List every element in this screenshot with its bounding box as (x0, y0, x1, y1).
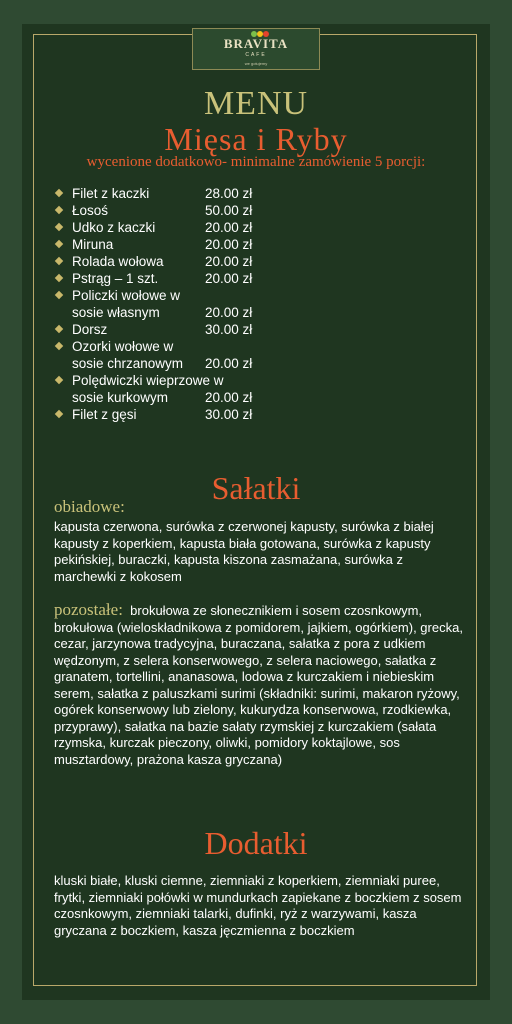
list-item: Filet z gęsi 30.00 zł (54, 406, 294, 423)
salads-obiadowe-label: obiadowe: (54, 497, 125, 516)
logo-sub: CAFE (245, 52, 267, 58)
diamond-bullet-icon (55, 410, 63, 418)
extras-section-title: Dodatki (204, 825, 308, 861)
diamond-bullet-icon (55, 189, 63, 197)
logo-tagline: we gotujemy (244, 61, 268, 66)
diamond-bullet-icon (55, 257, 63, 265)
meat-section-title: Mięsa i Ryby (164, 121, 348, 157)
meat-section-subtitle: wycenione dodatkowo- minimalne zamówienie 5 porcji: (86, 154, 426, 170)
salads-pozostale-label: pozostałe: (54, 600, 123, 619)
list-item: Ozorki wołowe w sosie chrzanowym 20.00 zł (54, 338, 294, 372)
salads-obiadowe-text: kapusta czerwona, surówka z czerwonej kapusty, surówka z białej kapusty z koperkiem, kapusta biała gotowana, surówka z kapusty pekińskiej, buraczki, kapusta kiszona zasmażana, surówka z marchewki z kokosem (54, 519, 434, 584)
list-item: Dorsz 30.00 zł (54, 321, 294, 338)
logo-name: BRAVITA (223, 36, 289, 51)
diamond-bullet-icon (55, 342, 63, 350)
salads-section-title: Sałatki (211, 470, 301, 506)
list-item: Rolada wołowa 20.00 zł (54, 253, 294, 270)
diamond-bullet-icon (55, 223, 63, 231)
diamond-bullet-icon (55, 206, 63, 214)
diamond-bullet-icon (55, 291, 63, 299)
list-item: Łosoś 50.00 zł (54, 202, 294, 219)
cafe-logo (192, 28, 320, 70)
diamond-bullet-icon (55, 376, 63, 384)
list-item: Polędwiczki wieprzowe w sosie kurkowym 20.00 zł (54, 372, 294, 406)
salads-pozostale-paragraph (54, 602, 464, 768)
diamond-bullet-icon (55, 274, 63, 282)
meat-list (54, 185, 294, 423)
list-item: Filet z kaczki 28.00 zł (54, 185, 294, 202)
list-item: Pstrąg – 1 szt. 20.00 zł (54, 270, 294, 287)
list-item: Policzki wołowe w sosie własnym 20.00 zł (54, 287, 294, 321)
menu-title: MENU (203, 85, 309, 122)
diamond-bullet-icon (55, 325, 63, 333)
list-item: Miruna 20.00 zł (54, 236, 294, 253)
diamond-bullet-icon (55, 240, 63, 248)
extras-text: kluski białe, kluski ciemne, ziemniaki z koperkiem, ziemniaki puree, frytki, ziemniaki połówki w mundurkach zapiekane z boczkiem z sosem czosnkowym, ziemniaki talarki, dufinki, ryż z warzywami, kasza gryczana z boczkiem, kasza jęczmienna z boczkiem (54, 873, 462, 938)
salads-pozostale-text: brokułowa ze słonecznikiem i sosem czosnkowym, brokułowa (wieloskładnikowa z pomidorem, jajkiem, ogórkiem), grecka, cezar, jarzynowa tradycyjna, buraczana, sałatka z pora z udkiem wędzonym, z selera konserwowego, z selera naciowego, sałatka z granatem, tortellini, ananasowa, lodowa z kurczakiem i niebieskim serem, sałatka z paluszkami surimi (składniki: surimi, makaron ryżowy, ogórek konserwowy lub zielony, kukurydza konserwowa, rzodkiewka, przyprawy), sałatka na bazie sałaty rzymskiej z kurczakiem (sałata rzymska, kurczak pieczony, oliwki, pomidory koktajlowe, sos musztardowy, prażona kasza gryczana) (54, 603, 463, 767)
list-item: Udko z kaczki 20.00 zł (54, 219, 294, 236)
